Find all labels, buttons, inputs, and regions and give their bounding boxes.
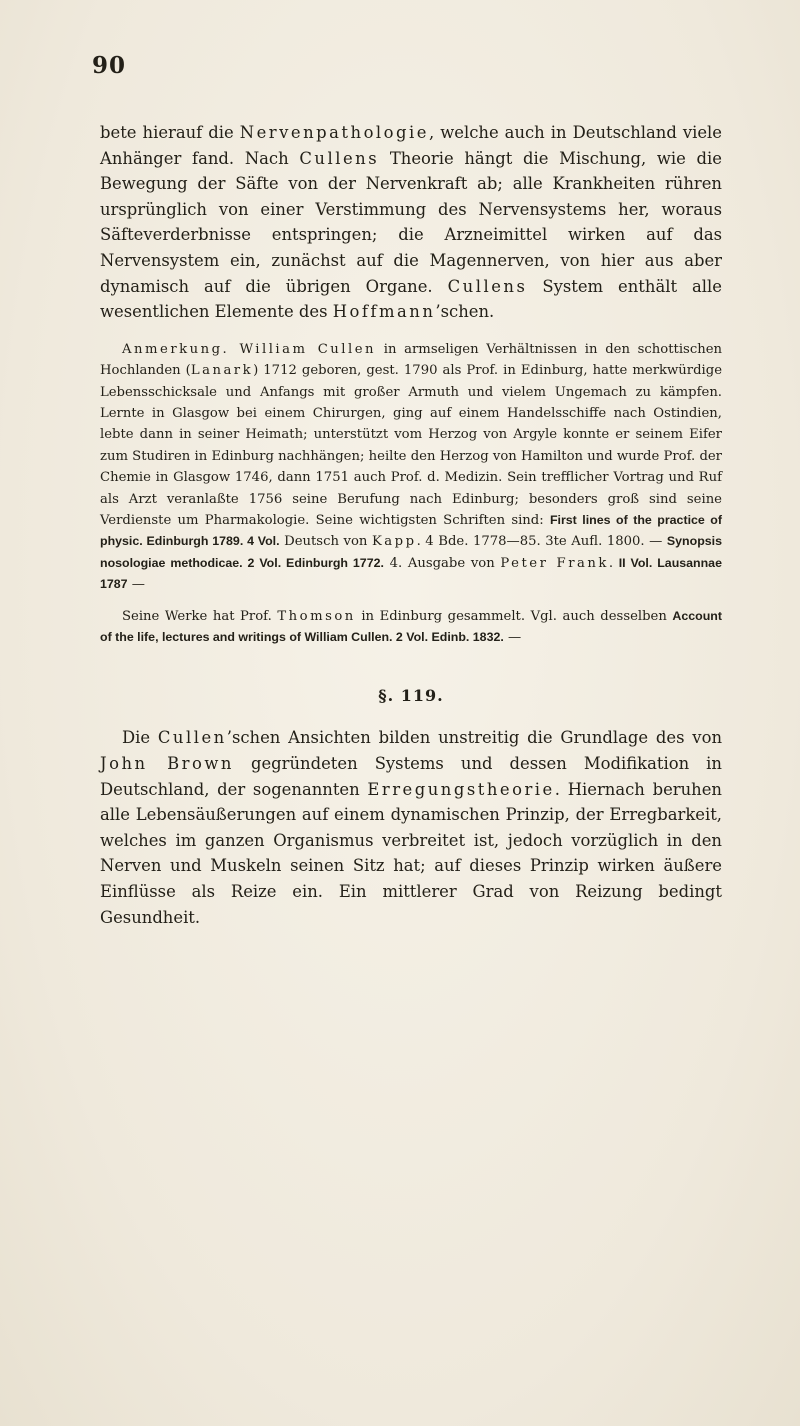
paragraph-nervenpathologie: bete hierauf die Nervenpathologie, welche auch in Deutschland viele Anhänger fand. Nach Cullens Theorie hängt die Mischung, wie die Bewegung der Säfte von der Nervenkraft ab; alle Krankheiten rühren ursprünglich von einer Verstimmung des Nervensystems her, woraus Säfteverderbnisse entspringen; die Arzneimittel wirken auf das Nervensystem ein, zunächst auf die Magennerven, von hier aus aber dynamisch auf die übrigen Organe. Cullens System enthält alle wesentlichen Elemente des Hoffmann’schen.	[100, 123, 722, 322]
footnote-cullen-works: Seine Werke hat Prof. Thomson in Edinburg gesammelt. Vgl. auch desselben Account of the life, lectures and writings of William Cullen. 2 Vol. Edinb. 1832. —	[100, 608, 722, 646]
section-heading: §. 119.	[378, 686, 444, 706]
paragraph-erregungstheorie: Die Cullen’schen Ansichten bilden unstreitig die Grundlage des von John Brown gegründeten Systems und dessen Modifikation in Deutschland, der sogenannten Erregungstheorie. Hiernach beruhen alle Lebensäußerungen auf einem dynamischen Prinzip, der Erregbarkeit, welches im ganzen Organismus verbreitet ist, jedoch vorzüglich in den Nerven und Muskeln seinen Sitz hat; auf dieses Prinzip wirken äußere Einflüsse als Reize ein. Ein mittlerer Grad von Reizung bedingt Gesundheit.	[100, 728, 722, 927]
footnote-cullen-biography: Anmerkung. William Cullen in armseligen Verhältnissen in den schottischen Hochlanden (Lanark) 1712 geboren, gest. 1790 als Prof. in Edinburg, hatte merkwürdige Lebensschicksale und Anfangs mit großer Armuth und vielem Ungemach zu kämpfen. Lernte in Glasgow bei einem Chirurgen, ging auf einem Handelsschiffe nach Ostindien, lebte dann in seiner Heimath; unterstützt vom Herzog von Argyle konnte er seinem Eifer zum Studiren in Edinburg nachhängen; heilte den Herzog von Hamilton und wurde Prof. der Chemie in Glasgow 1746, dann 1751 auch Prof. d. Medizin. Sein trefflicher Vortrag und Ruf als Arzt veranlaßte 1756 seine Berufung nach Edinburg; besonders groß sind seine Verdienste um Pharmakologie. Seine wichtigsten Schriften sind: First lines of the practice of physic. Edinburgh 1789. 4 Vol. Deutsch von Kapp. 4 Bde. 1778—85. 3te Aufl. 1800. — Synopsis nosologiae methodicae. 2 Vol. Edinburgh 1772. 4. Ausgabe von Peter Frank. II Vol. Lausannae 1787 —	[100, 341, 723, 593]
name-william-cullen: William Cullen	[229, 341, 377, 357]
note-label: Anmerkung.	[122, 341, 230, 357]
name-cullen: Cullen	[157, 728, 227, 748]
title-account: Account of the life, lectures and writings of William Cullen. 2 Vol. Edinb. 1832.	[100, 608, 722, 645]
title-synopsis: Synopsis nosologiae methodicae. 2 Vol. Edinburgh 1772.	[100, 534, 722, 570]
name-hoffmann: Hoffmann	[332, 302, 436, 322]
page-number: 90	[92, 52, 127, 79]
place-lanark: Lanark	[190, 363, 254, 379]
spacer	[100, 325, 722, 339]
term-nervenpathologie: Nervenpathologie	[239, 123, 429, 142]
term-erregungstheorie: Erregungstheorie	[367, 779, 555, 799]
spacer	[100, 596, 722, 606]
title-lausanne-edition: II Vol. Lausannae 1787	[100, 555, 722, 592]
name-kapp: Kapp	[371, 534, 417, 550]
name-peter-frank: Peter Frank	[500, 555, 609, 571]
name-cullen: Cullens	[299, 148, 380, 168]
text-column	[100, 120, 722, 930]
title-first-lines: First lines of the practice of physic. Edinburgh 1789. 4 Vol.	[100, 513, 722, 549]
name-john-brown: John Brown	[100, 754, 234, 774]
name-thomson: Thomson	[277, 608, 356, 624]
name-cullen: Cullens	[447, 276, 528, 296]
